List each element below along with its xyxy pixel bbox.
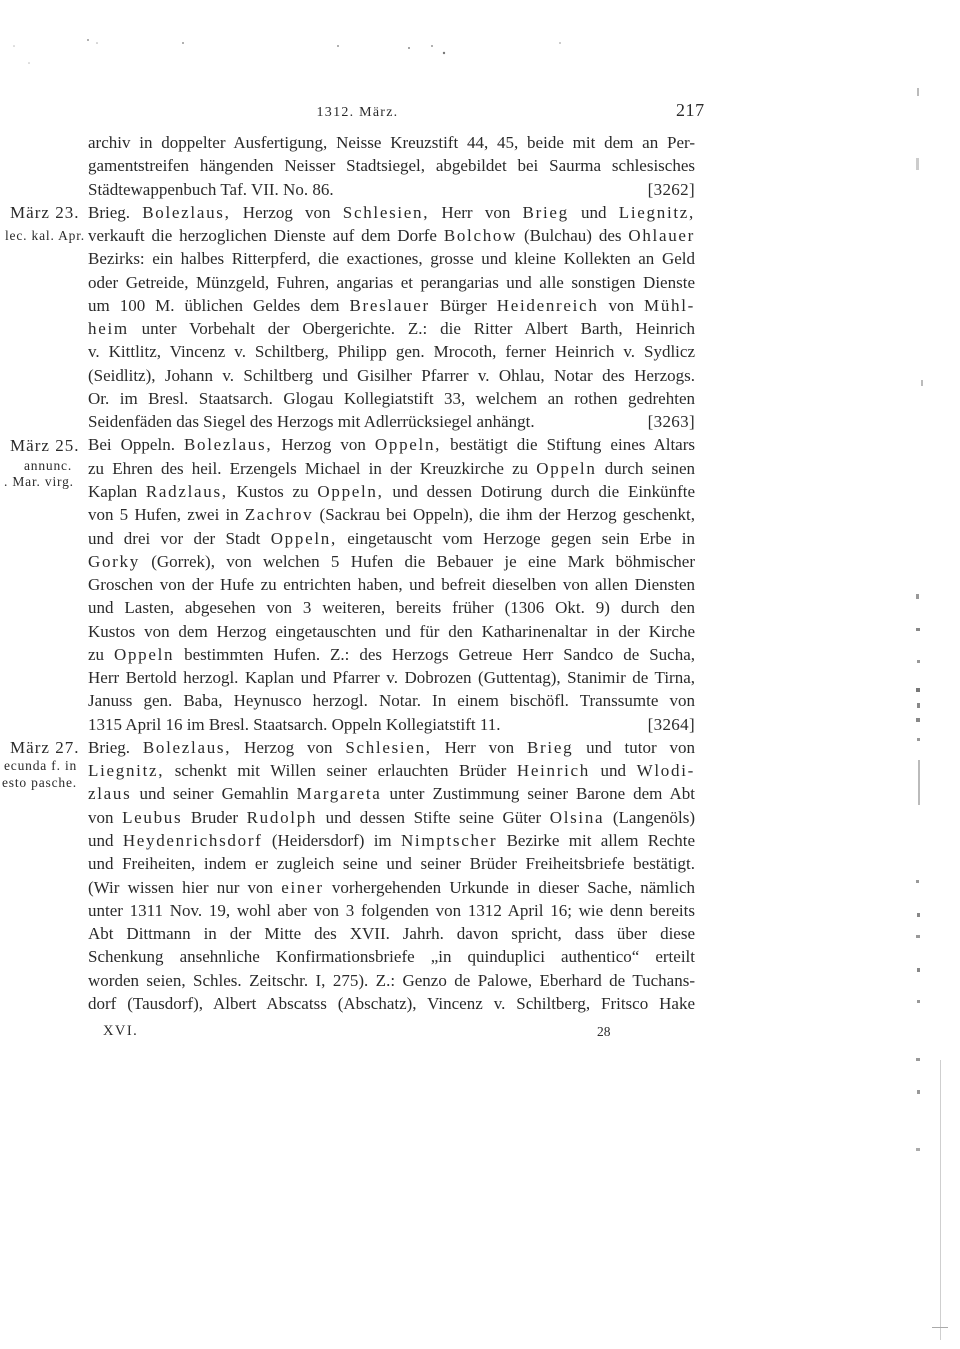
spaced-name: Nimptscher — [400, 830, 498, 850]
spaced-name: Oppeln — [113, 644, 175, 664]
text-run: Bezirks: ein halbes Ritterpferd, die exactiones, grosse und kleine Kollekten an Geld — [88, 249, 695, 269]
text-run: Herzog von — [272, 435, 375, 455]
text-run: Abt Dittmann in der Mitte des XVII. Jahrh. davon spricht, dass über diese — [88, 924, 695, 944]
text-line — [88, 294, 695, 317]
scan-speck — [182, 42, 184, 44]
body-text — [88, 131, 695, 1015]
text-run: bestimmten Hufen. Z.: des Herzogs Getreue Herr Sandco de Sucha, — [174, 644, 695, 664]
spaced-name: Oppeln, — [270, 528, 337, 548]
text-line — [88, 992, 695, 1015]
spaced-name: Oppeln, — [374, 435, 442, 455]
text-line — [88, 736, 695, 759]
text-run: Brieg. — [88, 737, 143, 757]
spaced-name: Bolezlaus, — [183, 435, 273, 455]
regest-entry — [88, 131, 695, 201]
text-line — [88, 852, 695, 875]
text-line — [88, 503, 695, 526]
text-line — [88, 689, 695, 712]
spaced-name: Bolchow — [443, 226, 518, 246]
text-run: verkauft die herzoglichen Dienste auf dem Dorfe — [88, 226, 444, 246]
scan-speck — [96, 42, 98, 44]
text-run: unter Zustimmung seiner Barone dem Abt — [381, 784, 695, 804]
text-run: oder Getreide, Münzgeld, Fuhren, angarias et perangarias und alle sonstigen Dienste — [88, 272, 695, 292]
text-run: Herr Bertold herzogl. Kaplan und Pfarrer v. Dobrozen (Guttentag), Stanimir de Tirna, — [88, 668, 695, 688]
text-run: von — [598, 295, 644, 315]
text-run: von — [88, 807, 123, 827]
text-run: um 100 M. üblichen Geldes dem — [88, 295, 350, 315]
margin-note: lec. kal. Apr. — [5, 228, 85, 243]
text-run: eingetauscht vom Herzoge gegen sein Erbe in — [336, 528, 695, 548]
text-line — [88, 550, 695, 573]
scan-speck — [916, 594, 919, 599]
text-run: und Lasten, abgesehen von 3 weiteren, bereits früher (1306 Okt. 9) durch den — [88, 598, 695, 618]
spaced-name: Liegnitz, — [88, 761, 165, 781]
text-run: (Heidersdorf) im — [262, 830, 401, 850]
text-line — [88, 782, 695, 805]
spaced-name: Ohlauer — [628, 226, 695, 246]
text-line — [88, 364, 695, 387]
text-run: bestätigt die Stiftung eines Altars — [441, 435, 695, 455]
text-run: und seiner Gemahlin — [131, 784, 297, 804]
text-run: 1315 April 16 im Bresl. Staatsarch. Oppeln Kollegiatstift 11. — [88, 714, 501, 734]
scan-speck — [916, 1148, 920, 1151]
text-run: und tutor von — [573, 737, 695, 757]
text-line — [88, 922, 695, 945]
scan-speck — [917, 1000, 920, 1003]
footer-signature: XVI. — [103, 1023, 139, 1039]
text-run: und dessen Stifte seine Güter — [317, 807, 550, 827]
text-run: unter Vorbehalt der Obergerichte. Z.: die Ritter Albert Barth, Heinrich — [128, 319, 695, 339]
text-line — [88, 596, 695, 619]
text-run: archiv in doppelter Ausfertigung, Neisse Kreuzstift 44, 45, beide mit dem an Per- — [88, 133, 695, 152]
text-run: und drei vor der Stadt — [88, 528, 271, 548]
spaced-name: Bolezlaus, — [142, 202, 231, 222]
scan-speck — [443, 52, 445, 54]
text-run: und — [88, 830, 123, 850]
text-run: Kaplan — [88, 481, 146, 501]
scan-speck — [917, 968, 920, 972]
text-line — [88, 713, 695, 736]
text-run: worden seien, Schles. Zeitschr. I, 275). Z.: Genzo de Palowe, Eberhard de Tuchans- — [88, 970, 695, 990]
regest-number: [3262] — [647, 179, 695, 199]
spaced-name: einer — [281, 877, 324, 897]
text-line — [88, 340, 695, 363]
text-line — [88, 201, 695, 224]
scan-speck — [917, 913, 920, 917]
spaced-name: Olsina — [549, 807, 605, 827]
scan-speck — [917, 660, 920, 663]
text-run: Bei Oppeln. — [88, 435, 184, 455]
spaced-name: Radzlaus, — [145, 481, 228, 501]
margin-date: März 27. — [10, 738, 80, 757]
scan-speck — [916, 688, 920, 692]
text-run: (Langenöls) — [604, 807, 696, 827]
text-line — [88, 899, 695, 922]
text-line — [88, 410, 695, 433]
text-line — [88, 131, 695, 154]
spaced-name: Brieg — [522, 202, 569, 222]
scan-speck — [932, 1327, 948, 1328]
text-run: Brieg. — [88, 202, 143, 222]
text-line — [88, 271, 695, 294]
text-run: Herr von — [429, 202, 523, 222]
text-run: schenkt mit Willen seiner erlauchten Brüder — [164, 761, 517, 781]
spaced-name: zlaus — [88, 784, 132, 804]
page-number: 217 — [676, 100, 705, 120]
text-run: Bruder — [182, 807, 247, 827]
scan-speck — [87, 39, 89, 41]
text-run: gamentstreifen hängenden Neisser Stadtsiegel, abgebildet bei Saurma schlesisches — [88, 156, 695, 176]
text-run: Herzog von — [231, 737, 346, 757]
spaced-name: Leubus — [122, 807, 183, 827]
scan-speck — [918, 760, 920, 805]
margin-note: annunc. — [24, 458, 73, 473]
text-line — [88, 759, 695, 782]
text-run: und dessen Dotirung durch die Einkünfte — [383, 481, 696, 501]
text-run: Seidenfäden das Siegel des Herzogs mit Adlerrücksiegel anhängt. — [88, 412, 535, 432]
spaced-name: Margareta — [296, 784, 382, 804]
text-run: unter 1311 Nov. 19, wohl aber von 3 folgenden von 1312 April 16; wie denn bereits — [88, 900, 695, 920]
scan-speck — [431, 45, 433, 47]
page-edge-line — [940, 1060, 941, 1340]
scan-speck — [916, 1058, 920, 1061]
text-run: und — [589, 761, 637, 781]
text-run: Schenkung ansehnliche Konfirmationsbriefe „in quinduplici authentico“ erteilt — [88, 947, 695, 967]
text-run: Januss gen. Baba, Heynusco herzogl. Notar. In einem bischöfl. Transsumte von — [88, 691, 695, 711]
text-run: (Wir wissen hier nur von — [88, 877, 282, 897]
text-run: Or. im Bresl. Staatsarch. Glogau Kollegiatstift 33, welchem an rothen gedrehten — [88, 388, 695, 408]
spaced-name: Rudolph — [246, 807, 318, 827]
text-run: Bezirke mit allem Rechte — [497, 830, 695, 850]
scan-speck — [916, 880, 919, 883]
scan-speck — [408, 47, 410, 49]
spaced-name: Heinrich — [516, 761, 590, 781]
text-run: durch seinen — [596, 458, 695, 478]
spaced-name: Gorky — [88, 551, 140, 571]
text-line — [88, 969, 695, 992]
text-run: Bürger — [429, 295, 497, 315]
regest-entry — [88, 736, 695, 1015]
scan-speck — [921, 380, 923, 386]
text-line — [88, 224, 695, 247]
text-line — [88, 178, 695, 201]
text-line — [88, 643, 695, 666]
scan-speck — [28, 62, 30, 64]
text-run: und Freiheiten, indem er zugleich seine und seiner Brüder Freiheitsbriefe bestätigt. — [88, 854, 695, 874]
margin-note: . Mar. virg. — [4, 474, 74, 489]
text-run: dorf (Tausdorf), Albert Abscatss (Abschatz), Vincenz v. Schiltberg, Fritsco Hake — [88, 993, 695, 1013]
text-line — [88, 806, 695, 829]
spaced-name: Brieg — [527, 737, 574, 757]
scan-speck — [916, 935, 920, 938]
text-run: (Seidlitz), Johann v. Schiltberg und Gisilher Pfarrer v. Ohlau, Notar des Herzogs. — [88, 365, 695, 385]
scan-speck — [916, 158, 919, 170]
footer-sheet-number: 28 — [597, 1024, 611, 1039]
text-run: Groschen von der Hufe zu entrichten haben, und befreit dieselben von allen Diensten — [88, 575, 695, 595]
text-run: Herr von — [431, 737, 527, 757]
spaced-name: Mühl- — [644, 295, 695, 315]
text-line — [88, 527, 695, 550]
text-run: vorhergehenden Urkunde in dieser Sache, nämlich — [323, 877, 695, 897]
text-line — [88, 620, 695, 643]
text-line — [88, 480, 695, 503]
spaced-name: Wlodi- — [636, 761, 695, 781]
text-run: v. Kittlitz, Vincenz v. Schiltberg, Philipp gen. Mrocoth, ferner Heinrich v. Sydlicz — [88, 342, 695, 362]
spaced-name: heim — [88, 319, 129, 339]
text-line — [88, 876, 695, 899]
text-line — [88, 945, 695, 968]
text-run: zu Ehren des heil. Erzengels Michael in der Kreuzkirche zu — [88, 458, 537, 478]
text-line — [88, 154, 695, 177]
text-run: Kustos von dem Herzog eingetauschten und für den Katharinenaltar in der Kirche — [88, 621, 695, 641]
text-run: zu — [88, 644, 114, 664]
spaced-name: Liegnitz, — [618, 202, 695, 222]
text-run: (Gorrek), von welchen 5 Hufen die Bebauer je eine Mark böhmischer — [139, 551, 695, 571]
text-line — [88, 387, 695, 410]
running-title: 1312. März. — [316, 105, 399, 120]
spaced-name: Schlesien, — [342, 202, 430, 222]
spaced-name: Zachrov — [244, 505, 314, 525]
margin-date: März 25. — [10, 435, 80, 455]
text-run: von 5 Hufen, zwei in — [88, 505, 245, 525]
text-run: Städtewappenbuch Taf. VII. No. 86. — [88, 179, 334, 199]
text-line — [88, 573, 695, 596]
regest-entry — [88, 201, 695, 434]
text-run: (Sackrau bei Oppeln), die ihm der Herzog geschenkt, — [313, 505, 695, 525]
scan-speck — [13, 45, 15, 47]
regest-entry — [88, 433, 695, 735]
scan-speck — [559, 42, 561, 44]
regest-number: [3263] — [647, 412, 695, 432]
scan-speck — [916, 628, 920, 631]
spaced-name: Oppeln — [536, 458, 597, 478]
margin-note: ecunda f. in — [4, 758, 78, 773]
spaced-name: Breslauer — [349, 295, 430, 315]
scan-speck — [917, 88, 919, 96]
regest-number: [3264] — [647, 714, 695, 734]
text-run: Herzog von — [230, 202, 343, 222]
scan-speck — [917, 703, 920, 708]
margin-date: März 23. — [10, 202, 80, 222]
scan-speck — [917, 1090, 920, 1094]
scan-speck — [337, 45, 339, 47]
scan-speck — [916, 718, 920, 722]
spaced-name: Bolezlaus, — [142, 737, 232, 757]
margin-note: esto pasche. — [2, 775, 77, 790]
text-run: Kustos zu — [227, 481, 318, 501]
text-run: und — [568, 202, 619, 222]
text-line — [88, 317, 695, 340]
spaced-name: Heidenreich — [496, 295, 599, 315]
spaced-name: Schlesien, — [345, 737, 432, 757]
text-line — [88, 433, 695, 456]
text-line — [88, 247, 695, 270]
spaced-name: Heydenrichsdorf — [122, 830, 263, 850]
scan-speck — [917, 738, 920, 741]
spaced-name: Oppeln, — [317, 481, 384, 501]
text-run: (Bulchau) des — [517, 226, 629, 246]
text-line — [88, 666, 695, 689]
text-line — [88, 457, 695, 480]
text-line — [88, 829, 695, 852]
